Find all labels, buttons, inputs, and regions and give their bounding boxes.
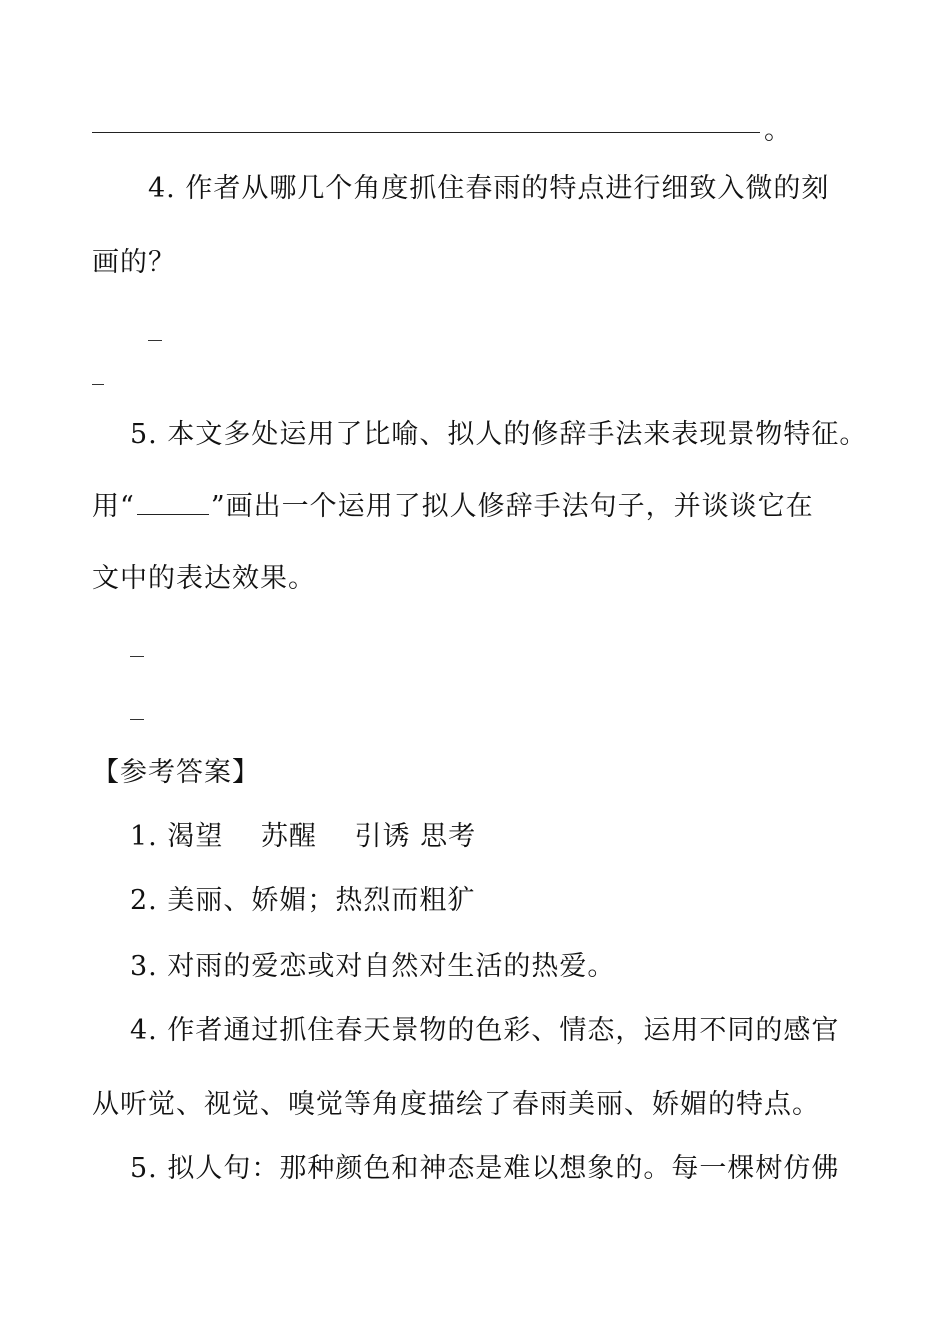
answer-dash[interactable] <box>130 656 144 657</box>
answer-dash[interactable] <box>130 719 144 720</box>
question-5-line-1: 5. 本文多处运用了比喻、拟人的修辞手法来表现景物特征。 <box>130 419 868 450</box>
line-end-period: 。 <box>764 115 792 146</box>
answer-blank-line[interactable] <box>92 132 760 133</box>
underline-blank[interactable] <box>137 488 209 515</box>
answer-dash[interactable] <box>148 340 162 341</box>
answer-5-line-1: 5. 拟人句：那种颜色和神态是难以想象的。每一棵树仿佛 <box>130 1153 840 1184</box>
answers-heading: 【参考答案】 <box>92 757 260 788</box>
question-5-open-quote: 用“ <box>92 491 135 522</box>
question-5-line-2 <box>92 488 814 524</box>
answer-4-line-1: 4. 作者通过抓住春天景物的色彩、情态，运用不同的感官 <box>130 1015 840 1046</box>
question-4-line-2: 画的？ <box>92 247 176 278</box>
answer-dash[interactable] <box>92 384 104 385</box>
answer-2: 2. 美丽、娇媚；热烈而粗犷 <box>130 885 476 916</box>
question-5-line-2-text: ”画出一个运用了拟人修辞手法句子，并谈谈它在 <box>210 491 814 522</box>
answer-4-line-2: 从听觉、视觉、嗅觉等角度描绘了春雨美丽、娇媚的特点。 <box>92 1089 820 1120</box>
answer-1: 1. 渴望 苏醒 引诱 思考 <box>130 821 477 852</box>
question-4-line-1: 4. 作者从哪几个角度抓住春雨的特点进行细致入微的刻 <box>148 173 830 204</box>
question-5-line-3: 文中的表达效果。 <box>92 563 316 594</box>
answer-3: 3. 对雨的爱恋或对自然对生活的热爱。 <box>130 951 616 982</box>
